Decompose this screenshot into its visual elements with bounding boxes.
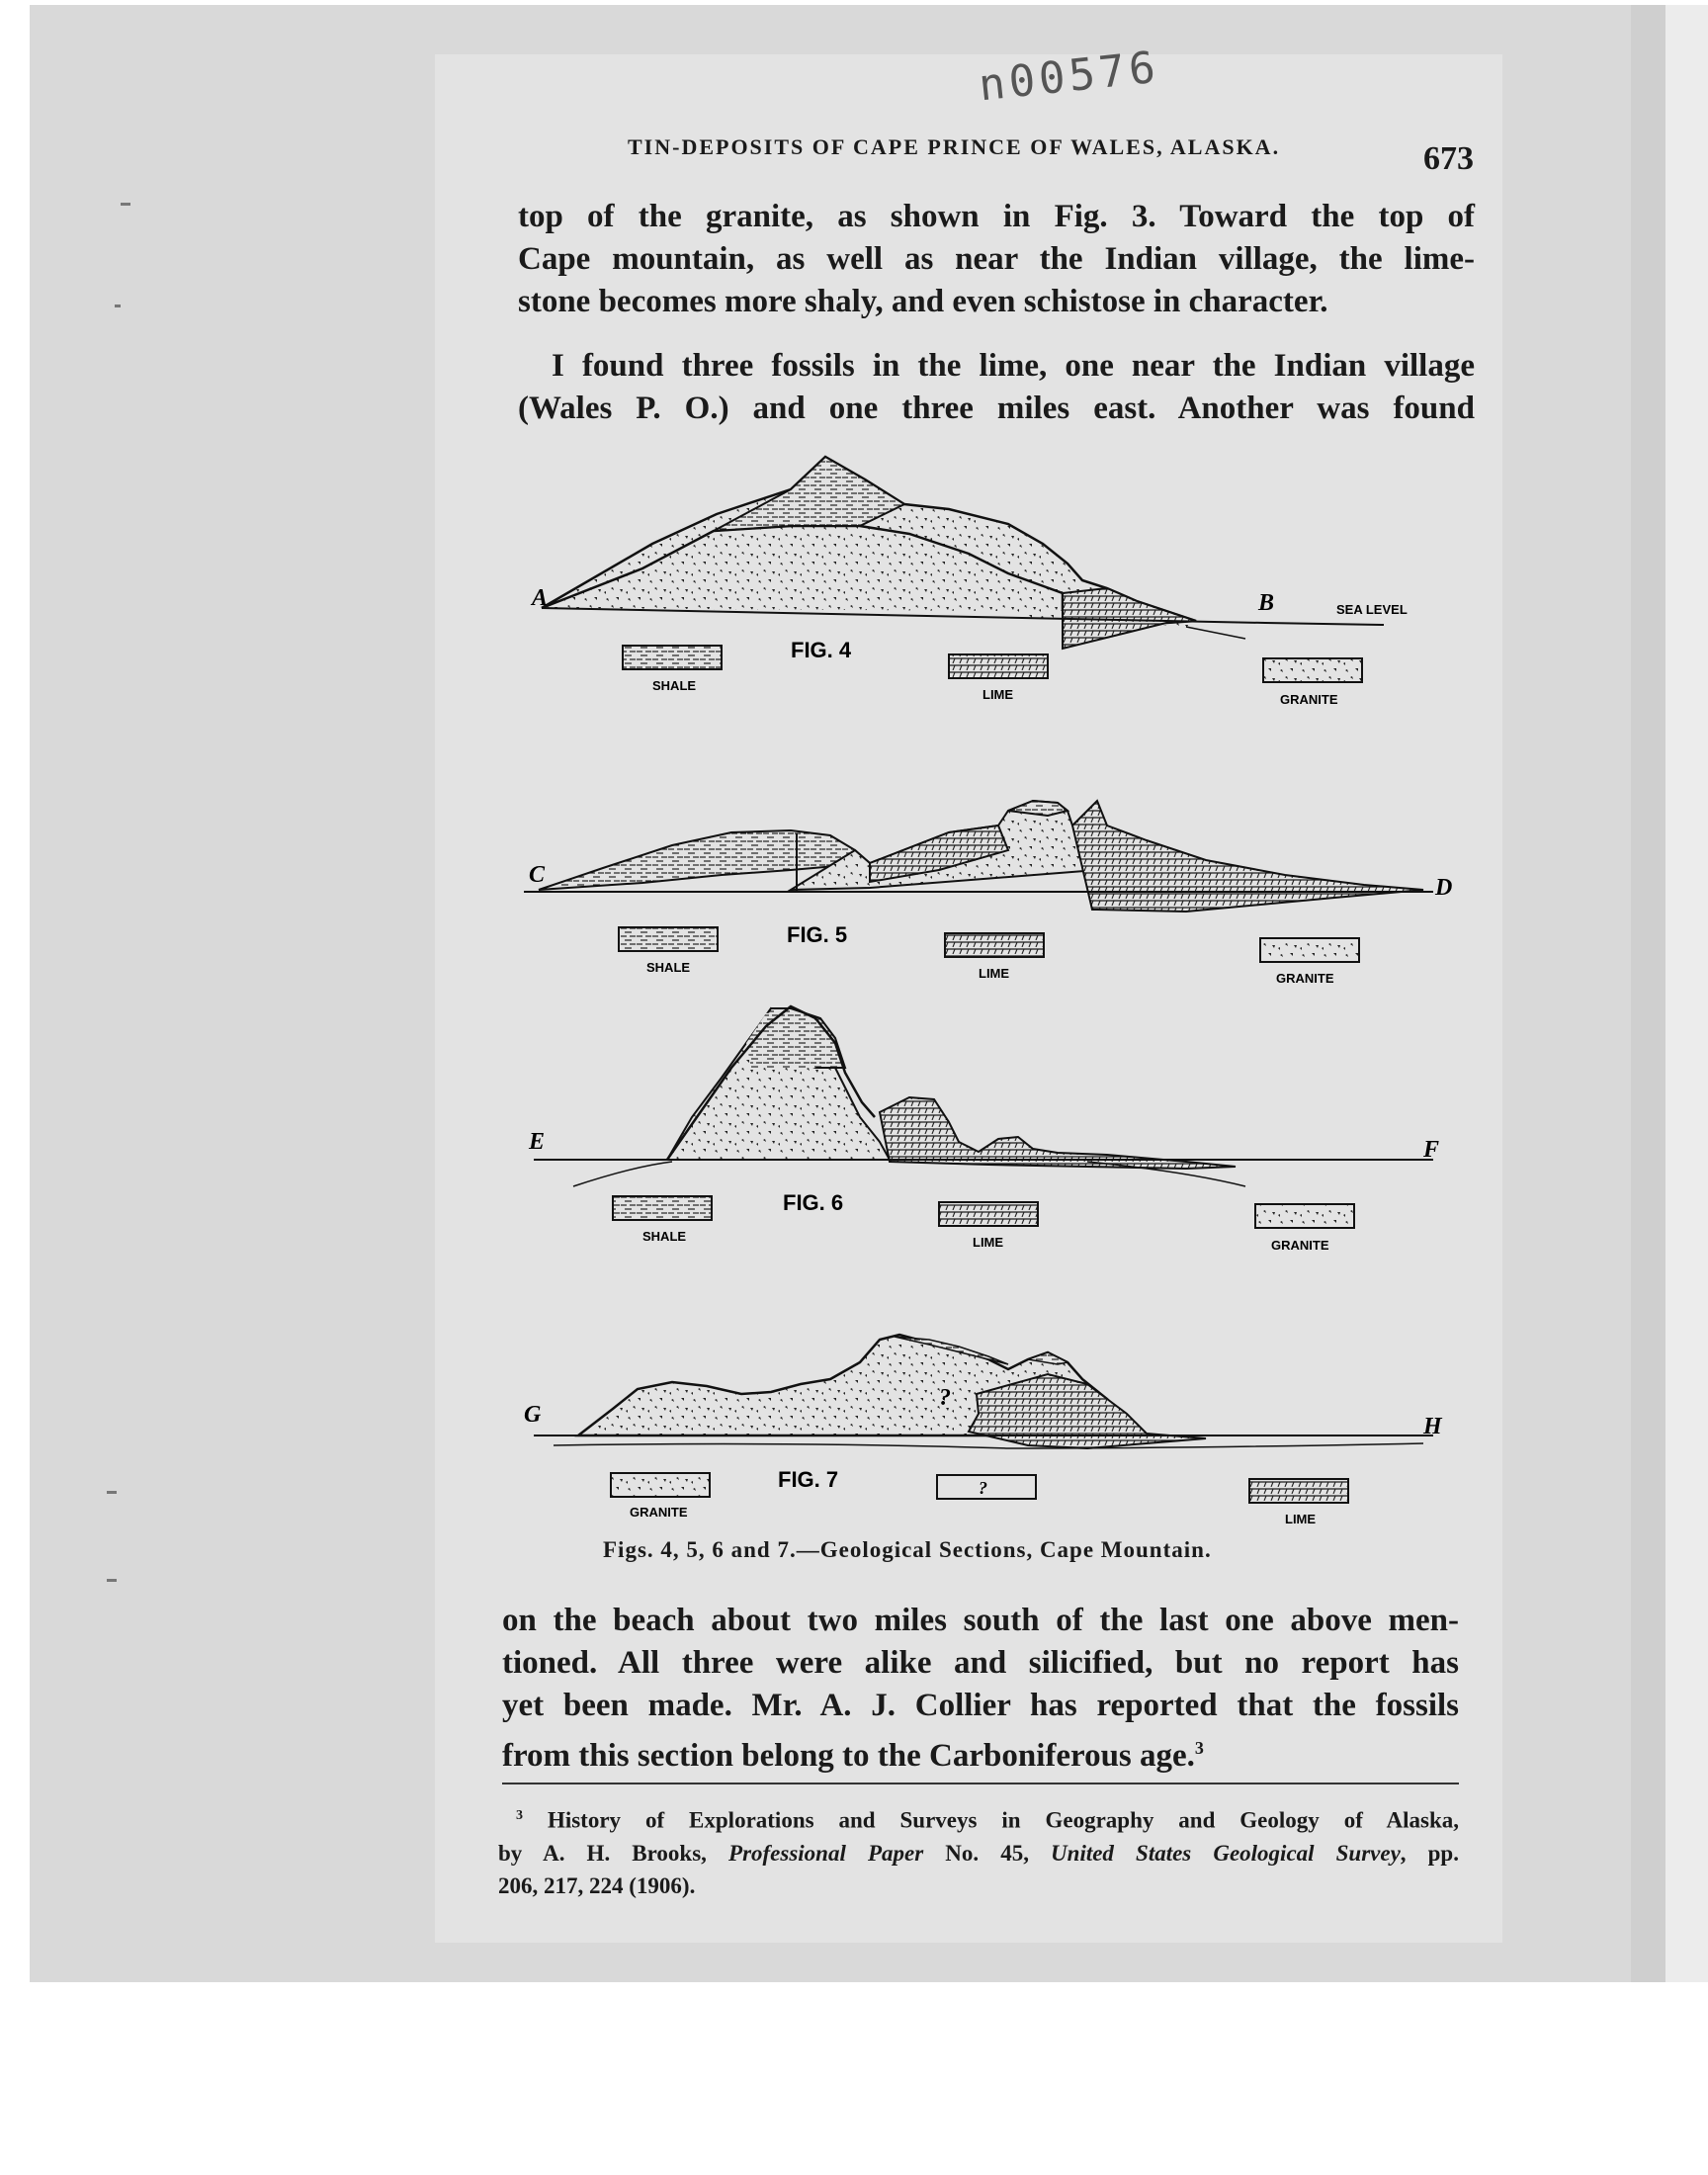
text-line: yet been made. Mr. A. J. Collier has reported that the fossils [502,1688,1459,1723]
legend-lime-label: LIME [973,1235,1004,1250]
footnote [498,1799,1459,1902]
fig6-lime [880,1097,1236,1169]
legend-granite-label: GRANITE [1276,971,1334,986]
text-line [502,1727,1459,1778]
label-h: H [1423,1414,1442,1439]
legend-granite-label: GRANITE [630,1505,688,1520]
figure-7-section [524,1335,1443,1526]
scan-edge-light [1665,5,1708,1982]
text-line: top of the granite, as shown in Fig. 3. Toward the top of [518,199,1475,234]
fig5-lime-right [1072,801,1423,912]
footnote-line: 206, 217, 224 (1906). [498,1872,696,1898]
text-line: I found three fossils in the lime, one near the Indian village [552,348,1475,384]
text-line: tioned. All three were alike and silicified, but no report has [502,1645,1459,1681]
legend-shale-label: SHALE [646,960,691,975]
legend-shale-swatch [619,927,718,951]
label-e: E [529,1129,546,1155]
legend-lime-swatch [939,1202,1038,1226]
footnote-text: History of Explorations and Surveys in Geography and Geology of Alaska, [547,1807,1460,1833]
legend-granite-swatch [1255,1204,1354,1228]
figure-4-section [530,457,1408,707]
label-g: G [524,1402,542,1428]
footnote-text: No. 45, [923,1840,1052,1866]
footnote-line [498,1837,1459,1870]
legend-lime-swatch [945,933,1044,957]
text-line: Cape mountain, as well as near the Indian village, the lime- [518,241,1475,277]
paragraph-fossils [518,345,1475,430]
legend-shale-label: SHALE [652,678,697,693]
label-b: B [1258,590,1275,616]
archive-number: n00576 [976,42,1162,112]
legend-granite-swatch [1263,658,1362,682]
legend-granite-label: GRANITE [1271,1238,1329,1253]
figure-caption: Figs. 4, 5, 6 and 7.—Geological Sections, Cape Mountain. [603,1537,1212,1562]
figure-6-section [528,1006,1439,1253]
fig5-label: FIG. 5 [787,922,848,947]
legend-shale-label: SHALE [642,1229,687,1244]
text-line-content: from this section belong to the Carboniferous age. [502,1738,1195,1774]
legend-lime-label: LIME [979,966,1010,981]
footnote-text: by A. H. Brooks, [498,1840,729,1866]
legend-granite-swatch [611,1473,710,1497]
seabed [1186,627,1245,639]
fig7-label: FIG. 7 [778,1467,839,1492]
label-f: F [1423,1137,1440,1163]
legend-granite-swatch [1260,938,1359,962]
legend-shale-swatch [613,1196,712,1220]
sea-level-label: SEA LEVEL [1336,602,1408,617]
page-number: 673 [1423,140,1474,177]
fig7-seabed [554,1443,1423,1448]
paragraph-bottom [502,1600,1459,1778]
text-line: on the beach about two miles south of the last one above men- [502,1603,1459,1638]
text-line: stone becomes more shaly, and even schistose in character. [518,284,1328,319]
scan-speck [121,203,130,206]
geological-sections-figure [494,435,1483,1532]
scan-speck [115,304,121,307]
scan-edge [1631,5,1665,1982]
figure-5-section [524,801,1452,986]
legend-granite-label: GRANITE [1280,692,1338,707]
label-d: D [1435,875,1453,901]
text-line: (Wales P. O.) and one three miles east. Another was found [518,391,1475,426]
fig7-lime [969,1374,1206,1448]
label-a: A [532,585,549,611]
fig6-seabed [573,1162,672,1186]
fig6-label: FIG. 6 [783,1190,844,1215]
footnote-line [498,1799,1459,1837]
footnote-italic: Professional Paper [728,1840,924,1866]
scan-speck [107,1579,117,1582]
footnote-reference: 3 [1194,1738,1204,1758]
legend-lime-swatch [1249,1479,1348,1503]
legend-lime-label: LIME [1285,1512,1317,1526]
fig4-label: FIG. 4 [791,638,852,662]
footnote-rule [502,1783,1459,1784]
legend-lime-swatch [949,654,1048,678]
footnote-marker: 3 [516,1808,523,1823]
legend-unknown-label: ? [979,1478,987,1498]
legend-shale-swatch [623,646,722,669]
scan-speck [107,1491,117,1494]
legend-lime-label: LIME [982,687,1014,702]
paragraph-top [518,196,1475,323]
fig7-unknown-mark: ? [939,1385,951,1411]
footnote-italic: United States Geological Survey [1051,1840,1401,1866]
label-c: C [529,862,546,888]
footnote-text: , pp. [1400,1840,1459,1866]
running-head: TIN-DEPOSITS OF CAPE PRINCE OF WALES, ALASKA. [628,134,1281,159]
